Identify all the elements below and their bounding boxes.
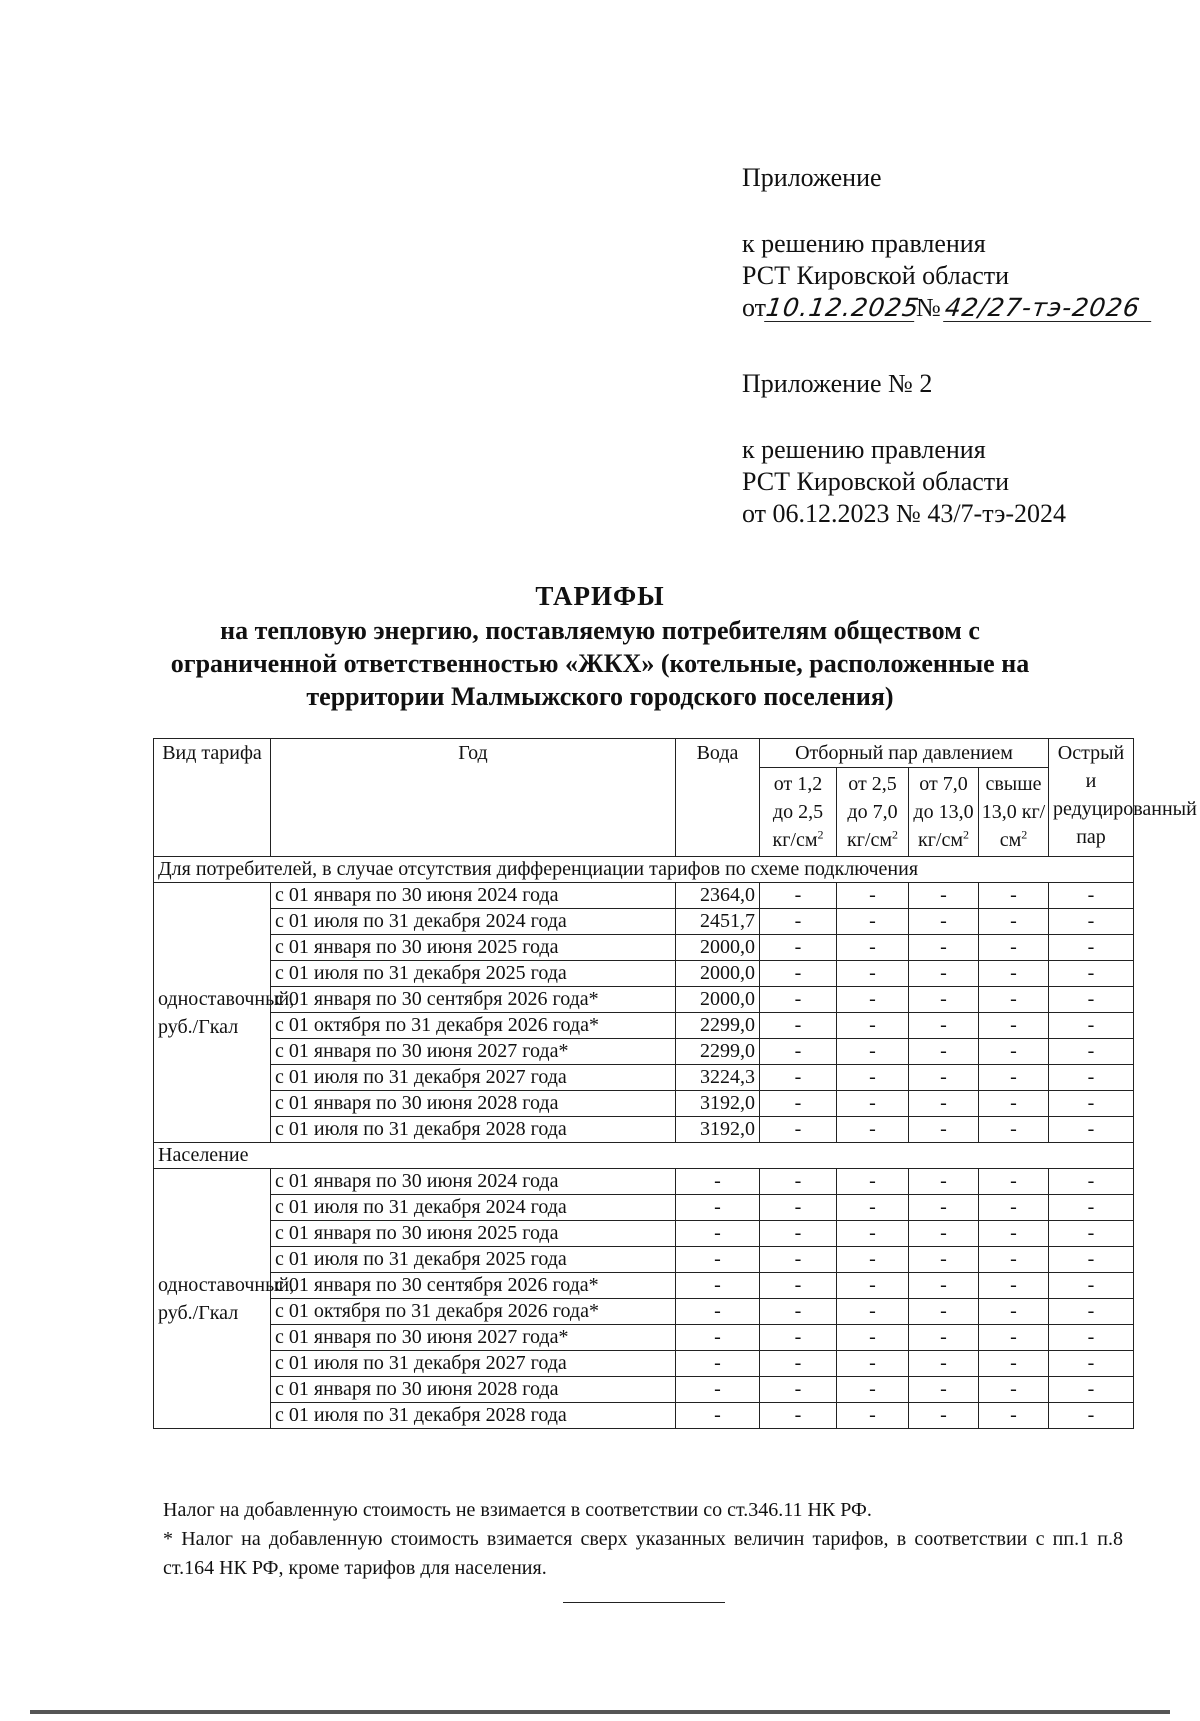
tariff-table-wrap — [153, 738, 1197, 1429]
steam-cell: - — [909, 1221, 979, 1247]
handwritten-number: 42/27-тэ-2026 — [943, 295, 1155, 322]
steam-cell: - — [1049, 1351, 1134, 1377]
table-row — [154, 1221, 1134, 1247]
period-cell: с 01 января по 30 сентября 2026 года* — [271, 1273, 676, 1299]
steam-cell: - — [760, 1403, 837, 1429]
steam-cell: - — [1049, 1117, 1134, 1143]
steam-cell: - — [837, 1221, 909, 1247]
document-title — [100, 580, 1100, 713]
decision-date-line — [742, 292, 1162, 324]
table-row — [154, 1299, 1134, 1325]
section-header-row — [154, 857, 1134, 883]
period-cell: с 01 октября по 31 декабря 2026 года* — [271, 1013, 676, 1039]
table-row — [154, 1247, 1134, 1273]
steam-cell: - — [979, 1299, 1049, 1325]
title-line-1: на тепловую энергию, поставляемую потребителям обществом с — [220, 616, 980, 645]
steam-cell: - — [909, 1247, 979, 1273]
steam-cell: - — [909, 987, 979, 1013]
period-cell: с 01 января по 30 июня 2025 года — [271, 935, 676, 961]
steam-cell: - — [1049, 1377, 1134, 1403]
steam-cell: - — [979, 1039, 1049, 1065]
steam-cell: - — [979, 1351, 1049, 1377]
water-cell: - — [676, 1299, 760, 1325]
col-header-water: Вода — [676, 739, 760, 857]
table-row — [154, 909, 1134, 935]
period-cell: с 01 января по 30 июня 2027 года* — [271, 1039, 676, 1065]
period-cell: с 01 января по 30 июня 2028 года — [271, 1377, 676, 1403]
period-cell: с 01 января по 30 июня 2027 года* — [271, 1325, 676, 1351]
water-cell: 3192,0 — [676, 1091, 760, 1117]
steam-cell: - — [760, 1169, 837, 1195]
number-prefix: № — [916, 293, 941, 322]
steam-cell: - — [909, 1039, 979, 1065]
steam-cell: - — [837, 1299, 909, 1325]
header-row-1 — [154, 739, 1134, 768]
steam-cell: - — [909, 961, 979, 987]
end-divider — [563, 1602, 725, 1603]
steam-cell: - — [760, 961, 837, 987]
steam-cell: - — [760, 1273, 837, 1299]
steam-cell: - — [837, 1195, 909, 1221]
water-cell: 2000,0 — [676, 935, 760, 961]
steam-cell: - — [837, 1351, 909, 1377]
steam-cell: - — [837, 1325, 909, 1351]
period-cell: с 01 октября по 31 декабря 2026 года* — [271, 1299, 676, 1325]
period-cell: с 01 июля по 31 декабря 2028 года — [271, 1117, 676, 1143]
section-title: Население — [154, 1143, 1134, 1169]
period-cell: с 01 января по 30 сентября 2026 года* — [271, 987, 676, 1013]
steam-cell: - — [837, 1377, 909, 1403]
steam-cell: - — [1049, 1299, 1134, 1325]
steam-cell: - — [909, 1351, 979, 1377]
steam-cell: - — [909, 1403, 979, 1429]
steam-cell: - — [837, 1273, 909, 1299]
steam-cell: - — [979, 1013, 1049, 1039]
col-header-p1: от 1,2 до 2,5 $кг/см^2$ — [760, 768, 837, 857]
appendix-2-header — [742, 368, 1162, 530]
period-cell: с 01 января по 30 июня 2025 года — [271, 1221, 676, 1247]
steam-cell: - — [1049, 909, 1134, 935]
table-row — [154, 1039, 1134, 1065]
table-row — [154, 935, 1134, 961]
steam-cell: - — [979, 1377, 1049, 1403]
date-prefix: от — [742, 293, 767, 322]
steam-cell: - — [979, 1117, 1049, 1143]
decision-line: к решению правления — [742, 229, 986, 258]
handwritten-date: 10.12.2025 — [764, 293, 922, 322]
steam-cell: - — [909, 1325, 979, 1351]
table-row — [154, 1403, 1134, 1429]
steam-cell: - — [760, 1195, 837, 1221]
water-cell: 2299,0 — [676, 1039, 760, 1065]
steam-cell: - — [837, 987, 909, 1013]
table-row — [154, 1065, 1134, 1091]
table-row — [154, 1273, 1134, 1299]
table-row — [154, 1091, 1134, 1117]
steam-cell: - — [837, 1065, 909, 1091]
steam-cell: - — [909, 1273, 979, 1299]
water-cell: 3224,3 — [676, 1065, 760, 1091]
steam-cell: - — [837, 1169, 909, 1195]
water-cell: 2000,0 — [676, 961, 760, 987]
col-header-tariff-type: Вид тарифа — [154, 739, 271, 857]
water-cell: - — [676, 1403, 760, 1429]
table-row — [154, 1013, 1134, 1039]
title-line-2: ограниченной ответственностью «ЖКХ» (котельные, расположенные на — [170, 649, 1030, 678]
steam-cell: - — [979, 1065, 1049, 1091]
steam-cell: - — [760, 1013, 837, 1039]
steam-cell: - — [979, 961, 1049, 987]
water-cell: - — [676, 1221, 760, 1247]
page-bottom-rule — [30, 1710, 1170, 1714]
water-cell: 2451,7 — [676, 909, 760, 935]
steam-cell: - — [979, 1403, 1049, 1429]
steam-cell: - — [760, 1039, 837, 1065]
steam-cell: - — [979, 1273, 1049, 1299]
decision-line-2: к решению правления — [742, 435, 986, 464]
steam-cell: - — [760, 1325, 837, 1351]
steam-cell: - — [1049, 961, 1134, 987]
section-title: Для потребителей, в случае отсутствия дифференциации тарифов по схеме подключения — [154, 857, 1134, 883]
table-body — [154, 857, 1134, 1429]
period-cell: с 01 января по 30 июня 2024 года — [271, 1169, 676, 1195]
steam-cell: - — [979, 1247, 1049, 1273]
col-header-year: Год — [271, 739, 676, 857]
steam-cell: - — [909, 1117, 979, 1143]
table-row — [154, 1377, 1134, 1403]
water-cell: - — [676, 1351, 760, 1377]
steam-cell: - — [760, 883, 837, 909]
col-header-p4: свыше 13,0 $кг/см^2$ — [979, 768, 1049, 857]
table-row — [154, 961, 1134, 987]
steam-cell: - — [760, 1377, 837, 1403]
steam-cell: - — [979, 1195, 1049, 1221]
appendix-2-title: Приложение № 2 — [742, 369, 933, 398]
steam-cell: - — [909, 1013, 979, 1039]
steam-cell: - — [1049, 987, 1134, 1013]
steam-cell: - — [909, 1169, 979, 1195]
steam-cell: - — [909, 1195, 979, 1221]
steam-cell: - — [760, 1221, 837, 1247]
period-cell: с 01 июля по 31 декабря 2028 года — [271, 1403, 676, 1429]
steam-cell: - — [1049, 1195, 1134, 1221]
steam-cell: - — [1049, 1065, 1134, 1091]
water-cell: - — [676, 1377, 760, 1403]
steam-cell: - — [837, 961, 909, 987]
steam-cell: - — [979, 1221, 1049, 1247]
steam-cell: - — [1049, 1247, 1134, 1273]
tariff-table — [153, 738, 1197, 1429]
steam-cell: - — [1049, 1325, 1134, 1351]
period-cell: с 01 июля по 31 декабря 2027 года — [271, 1351, 676, 1377]
steam-cell: - — [979, 1325, 1049, 1351]
tariff-type-cell: одноставочный, руб./Гкал — [154, 1169, 271, 1429]
steam-cell: - — [909, 909, 979, 935]
authority-line-2: РСТ Кировской области — [742, 467, 1010, 496]
steam-cell: - — [837, 935, 909, 961]
steam-cell: - — [760, 1299, 837, 1325]
steam-cell: - — [909, 1065, 979, 1091]
period-cell: с 01 июля по 31 декабря 2025 года — [271, 1247, 676, 1273]
steam-cell: - — [979, 987, 1049, 1013]
col-header-p3: от 7,0 до 13,0 $кг/см^2$ — [909, 768, 979, 857]
water-cell: 2000,0 — [676, 987, 760, 1013]
tariff-type-cell: одноставочный, руб./Гкал — [154, 883, 271, 1143]
steam-cell: - — [837, 1039, 909, 1065]
steam-cell: - — [1049, 1039, 1134, 1065]
col-header-p2: от 2,5 до 7,0 $кг/см^2$ — [837, 768, 909, 857]
water-cell: - — [676, 1169, 760, 1195]
steam-cell: - — [837, 1013, 909, 1039]
steam-cell: - — [909, 1091, 979, 1117]
table-row — [154, 987, 1134, 1013]
steam-cell: - — [837, 883, 909, 909]
steam-cell: - — [1049, 935, 1134, 961]
appendix-title: Приложение — [742, 163, 882, 192]
table-row — [154, 1325, 1134, 1351]
title-main: ТАРИФЫ — [535, 581, 665, 611]
water-cell: - — [676, 1195, 760, 1221]
water-cell: - — [676, 1325, 760, 1351]
steam-cell: - — [1049, 1221, 1134, 1247]
table-row — [154, 1195, 1134, 1221]
steam-cell: - — [760, 987, 837, 1013]
footnotes — [163, 1496, 1123, 1583]
steam-cell: - — [837, 909, 909, 935]
period-cell: с 01 июля по 31 декабря 2024 года — [271, 909, 676, 935]
decision-date-line-2: от 06.12.2023 № 43/7-тэ-2024 — [742, 499, 1067, 528]
steam-cell: - — [837, 1247, 909, 1273]
steam-cell: - — [979, 1091, 1049, 1117]
steam-cell: - — [979, 883, 1049, 909]
footnote-vat-asterisk: * Налог на добавленную стоимость взимается сверх указанных величин тарифов, в соответствии с пп.1 п.8 ст.164 НК РФ, кроме тарифов для населения. — [163, 1528, 1123, 1579]
steam-cell: - — [837, 1403, 909, 1429]
appendix-header — [742, 162, 1162, 324]
period-cell: с 01 июля по 31 декабря 2024 года — [271, 1195, 676, 1221]
table-row — [154, 1169, 1134, 1195]
footnote-vat-exempt: Налог на добавленную стоимость не взимается в соответствии со ст.346.11 НК РФ. — [163, 1499, 872, 1521]
water-cell: 2299,0 — [676, 1013, 760, 1039]
steam-cell: - — [760, 1091, 837, 1117]
steam-cell: - — [1049, 1403, 1134, 1429]
steam-cell: - — [909, 1377, 979, 1403]
authority-line: РСТ Кировской области — [742, 261, 1010, 290]
steam-cell: - — [1049, 1091, 1134, 1117]
steam-cell: - — [909, 935, 979, 961]
steam-cell: - — [1049, 883, 1134, 909]
water-cell: - — [676, 1273, 760, 1299]
table-row — [154, 883, 1134, 909]
steam-cell: - — [837, 1117, 909, 1143]
steam-cell: - — [760, 1351, 837, 1377]
table-row — [154, 1117, 1134, 1143]
steam-cell: - — [909, 1299, 979, 1325]
steam-cell: - — [760, 1247, 837, 1273]
water-cell: - — [676, 1247, 760, 1273]
steam-cell: - — [909, 883, 979, 909]
steam-cell: - — [1049, 1013, 1134, 1039]
period-cell: с 01 июля по 31 декабря 2027 года — [271, 1065, 676, 1091]
steam-cell: - — [760, 935, 837, 961]
col-header-steam-group: Отборный пар давлением — [760, 739, 1049, 768]
steam-cell: - — [1049, 1273, 1134, 1299]
steam-cell: - — [760, 1065, 837, 1091]
steam-cell: - — [979, 935, 1049, 961]
steam-cell: - — [760, 1117, 837, 1143]
section-header-row — [154, 1143, 1134, 1169]
period-cell: с 01 июля по 31 декабря 2025 года — [271, 961, 676, 987]
water-cell: 2364,0 — [676, 883, 760, 909]
col-header-reduced: Острый и редуцированный пар — [1049, 739, 1134, 857]
table-row — [154, 1351, 1134, 1377]
steam-cell: - — [1049, 1169, 1134, 1195]
steam-cell: - — [760, 909, 837, 935]
steam-cell: - — [979, 909, 1049, 935]
steam-cell: - — [837, 1091, 909, 1117]
title-line-3: территории Малмыжского городского поселения) — [306, 682, 894, 711]
steam-cell: - — [979, 1169, 1049, 1195]
water-cell: 3192,0 — [676, 1117, 760, 1143]
period-cell: с 01 января по 30 июня 2024 года — [271, 883, 676, 909]
period-cell: с 01 января по 30 июня 2028 года — [271, 1091, 676, 1117]
